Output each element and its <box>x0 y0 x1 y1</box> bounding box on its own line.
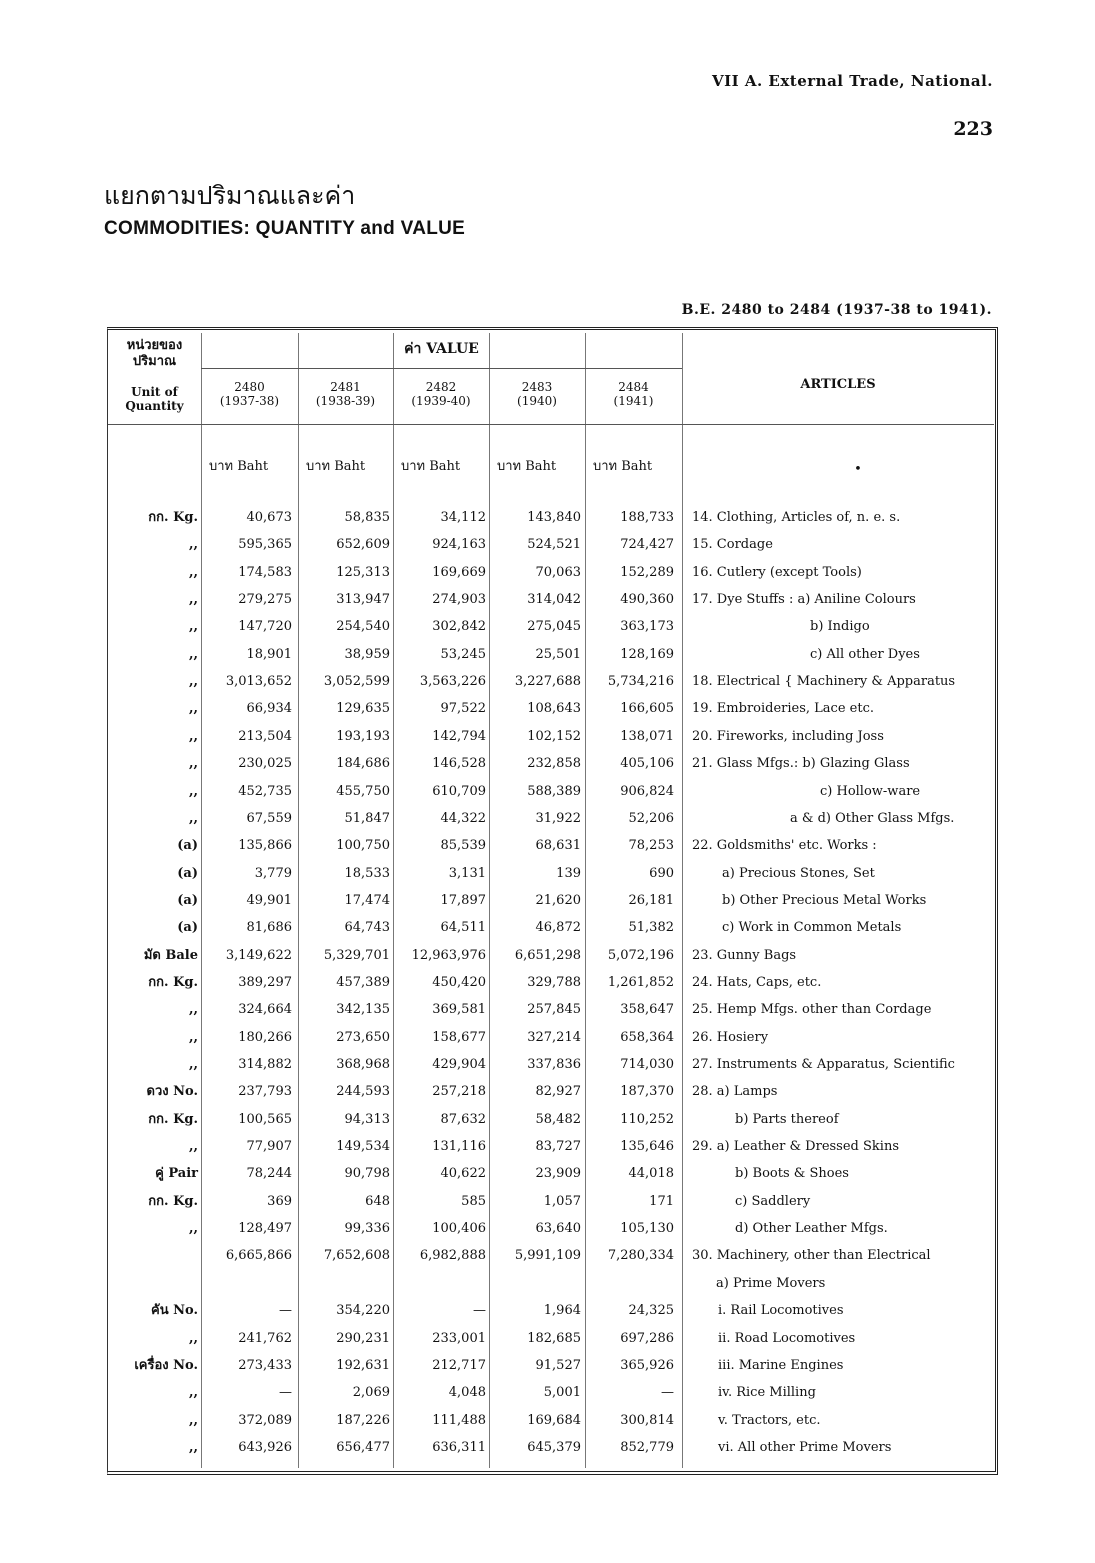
unit-cell: ,, <box>188 647 198 662</box>
value-cell: 17,897 <box>440 893 486 908</box>
column-divider <box>585 333 586 1468</box>
value-cell: 585 <box>461 1194 486 1209</box>
value-cell: 87,632 <box>440 1112 486 1127</box>
article-cell: a) Precious Stones, Set <box>722 866 875 881</box>
value-cell: 3,131 <box>448 866 486 881</box>
unit-cell: ,, <box>188 619 198 634</box>
value-cell: 34,112 <box>440 510 486 525</box>
value-cell: 83,727 <box>535 1139 581 1154</box>
value-cell: 302,842 <box>432 619 486 634</box>
value-cell: 46,872 <box>535 920 581 935</box>
value-cell: 275,045 <box>527 619 581 634</box>
value-cell: 169,669 <box>432 565 486 580</box>
value-cell: 100,565 <box>238 1112 292 1127</box>
value-cell: 44,322 <box>440 811 486 826</box>
value-cell: 405,106 <box>620 756 674 771</box>
value-cell: 51,382 <box>628 920 674 935</box>
value-cell: 66,934 <box>246 701 292 716</box>
year-label: 2483 <box>521 380 553 394</box>
value-cell: 924,163 <box>432 537 486 552</box>
value-cell: 324,664 <box>238 1002 292 1017</box>
value-cell: 184,686 <box>336 756 390 771</box>
value-cell: 213,504 <box>238 729 292 744</box>
unit-cell: กก. Kg. <box>148 975 198 990</box>
value-cell: 3,779 <box>254 866 292 881</box>
value-cell: 3,149,622 <box>225 948 292 963</box>
value-cell: 652,609 <box>336 537 390 552</box>
value-cell: 135,646 <box>620 1139 674 1154</box>
value-cell: 78,244 <box>246 1166 292 1181</box>
value-cell: 94,313 <box>344 1112 390 1127</box>
article-cell: 15. Cordage <box>692 537 773 552</box>
value-cell: 171 <box>649 1194 674 1209</box>
value-cell: 24,325 <box>628 1303 674 1318</box>
value-cell: 5,329,701 <box>323 948 390 963</box>
value-cell: — <box>279 1385 292 1400</box>
article-cell: 24. Hats, Caps, etc. <box>692 975 822 990</box>
currency-label: บาท Baht <box>401 459 461 474</box>
value-cell: 457,389 <box>336 975 390 990</box>
year-label: 2480 <box>234 380 265 394</box>
column-divider <box>298 333 299 1468</box>
value-cell: 233,001 <box>432 1331 486 1346</box>
value-cell: 314,042 <box>527 592 581 607</box>
value-cell: 6,651,298 <box>514 948 581 963</box>
value-cell: 714,030 <box>620 1057 674 1072</box>
value-cell: 110,252 <box>620 1112 674 1127</box>
value-cell: 3,227,688 <box>514 674 581 689</box>
value-cell: 1,057 <box>543 1194 581 1209</box>
article-cell: 27. Instruments & Apparatus, Scientific <box>692 1057 955 1072</box>
value-cell: 1,261,852 <box>607 975 674 990</box>
value-cell: 108,643 <box>527 701 581 716</box>
year-header <box>201 380 298 409</box>
year-label: 2484 <box>618 380 649 394</box>
value-cell: 363,173 <box>620 619 674 634</box>
value-cell: 279,275 <box>238 592 292 607</box>
value-cell: 182,685 <box>527 1331 581 1346</box>
header-rule <box>201 368 682 369</box>
article-cell: iv. Rice Milling <box>718 1385 816 1400</box>
article-cell: 18. Electrical { Machinery & Apparatus <box>692 674 956 689</box>
value-cell: 82,927 <box>535 1084 581 1099</box>
year-label: 2482 <box>425 380 457 394</box>
unit-cell: ,, <box>188 565 198 580</box>
year-header <box>393 380 489 409</box>
value-cell: 131,116 <box>432 1139 486 1154</box>
value-cell: 5,072,196 <box>607 948 674 963</box>
value-cell: 329,788 <box>527 975 581 990</box>
value-cell: 187,370 <box>620 1084 674 1099</box>
value-cell: 44,018 <box>628 1166 674 1181</box>
unit-cell: เครื่อง No. <box>134 1358 198 1373</box>
unit-cell: ,, <box>188 811 198 826</box>
value-cell: 100,406 <box>432 1221 486 1236</box>
unit-cell: ,, <box>188 1221 198 1236</box>
unit-cell: กก. Kg. <box>148 1194 198 1209</box>
value-cell: 3,013,652 <box>225 674 292 689</box>
article-cell: 30. Machinery, other than Electrical <box>692 1248 931 1263</box>
value-cell: 53,245 <box>440 647 486 662</box>
value-cell: 97,522 <box>440 701 486 716</box>
value-cell: 188,733 <box>620 510 674 525</box>
value-cell: 139 <box>556 866 581 881</box>
value-cell: 149,534 <box>336 1139 390 1154</box>
period-label: B.E. 2480 to 2484 (1937-38 to 1941). <box>681 302 992 318</box>
value-cell: 49,901 <box>246 893 292 908</box>
value-cell: 25,501 <box>535 647 581 662</box>
currency-label: บาท Baht <box>306 459 366 474</box>
value-cell: 290,231 <box>336 1331 390 1346</box>
article-cell: d) Other Leather Mfgs. <box>735 1221 888 1236</box>
unit-cell: ,, <box>188 1057 198 1072</box>
currency-label: บาท Baht <box>209 459 269 474</box>
column-divider <box>393 333 394 1468</box>
value-cell: 169,684 <box>527 1413 581 1428</box>
value-cell: 3,052,599 <box>323 674 390 689</box>
articles-header: ARTICLES <box>800 377 876 392</box>
unit-cell: ,, <box>188 756 198 771</box>
value-cell: 358,647 <box>620 1002 674 1017</box>
value-cell: 40,673 <box>246 510 292 525</box>
article-cell: c) Saddlery <box>735 1194 811 1209</box>
value-cell: 237,793 <box>238 1084 292 1099</box>
value-cell: 31,922 <box>535 811 581 826</box>
value-cell: 643,926 <box>238 1440 292 1455</box>
value-cell: 100,750 <box>336 838 390 853</box>
value-cell: — <box>279 1303 292 1318</box>
article-cell: 20. Fireworks, including Joss <box>692 729 884 744</box>
unit-cell: กก. Kg. <box>148 1112 198 1127</box>
value-cell: 372,089 <box>238 1413 292 1428</box>
article-cell: 21. Glass Mfgs.: b) Glazing Glass <box>692 756 910 771</box>
value-cell: 142,794 <box>432 729 486 744</box>
value-cell: 128,169 <box>620 647 674 662</box>
value-cell: 365,926 <box>620 1358 674 1373</box>
unit-cell: ,, <box>188 1002 198 1017</box>
value-cell: 7,280,334 <box>607 1248 674 1263</box>
unit-cell: ,, <box>188 674 198 689</box>
value-cell: 257,845 <box>527 1002 581 1017</box>
value-cell: 174,583 <box>238 565 292 580</box>
article-cell: 14. Clothing, Articles of, n. e. s. <box>692 510 901 525</box>
value-cell: 273,650 <box>336 1030 390 1045</box>
article-cell: v. Tractors, etc. <box>718 1413 821 1428</box>
value-cell: 129,635 <box>336 701 390 716</box>
header-rule <box>108 424 994 425</box>
value-cell: 452,735 <box>238 784 292 799</box>
year-header <box>585 380 682 409</box>
unit-cell: ,, <box>188 784 198 799</box>
year-range: (1940) <box>517 394 557 409</box>
article-cell: i. Rail Locomotives <box>718 1303 844 1318</box>
value-cell: 656,477 <box>336 1440 390 1455</box>
article-cell: c) Work in Common Metals <box>722 920 902 935</box>
unit-cell: (a) <box>177 838 198 853</box>
value-cell: 58,482 <box>535 1112 581 1127</box>
value-cell: — <box>661 1385 674 1400</box>
unit-cell: ,, <box>188 1331 198 1346</box>
value-cell: 4,048 <box>448 1385 486 1400</box>
value-cell: 26,181 <box>628 893 674 908</box>
unit-cell: คัน No. <box>151 1303 198 1318</box>
value-cell: 105,130 <box>620 1221 674 1236</box>
value-cell: 166,605 <box>620 701 674 716</box>
value-cell: 78,253 <box>628 838 674 853</box>
unit-cell: (a) <box>177 893 198 908</box>
value-cell: 697,286 <box>620 1331 674 1346</box>
unit-cell: ,, <box>188 729 198 744</box>
column-divider <box>682 333 683 1468</box>
value-cell: 17,474 <box>344 893 390 908</box>
value-cell: 58,835 <box>344 510 390 525</box>
thai-title: แยกตามปริมาณและค่า <box>104 181 356 210</box>
value-cell: 12,963,976 <box>411 948 486 963</box>
article-cell: b) Parts thereof <box>735 1112 839 1127</box>
value-cell: 648 <box>365 1194 390 1209</box>
value-cell: 158,677 <box>432 1030 486 1045</box>
unit-cell: ,, <box>188 1030 198 1045</box>
value-cell: 369 <box>267 1194 292 1209</box>
value-cell: 658,364 <box>620 1030 674 1045</box>
value-cell: 152,289 <box>620 565 674 580</box>
value-cell: 342,135 <box>336 1002 390 1017</box>
value-cell: 3,563,226 <box>419 674 486 689</box>
value-cell: 99,336 <box>344 1221 390 1236</box>
value-cell: 354,220 <box>336 1303 390 1318</box>
articles-dot: • <box>854 462 862 477</box>
value-cell: 5,734,216 <box>607 674 674 689</box>
article-cell: c) All other Dyes <box>810 647 920 662</box>
value-cell: 337,836 <box>527 1057 581 1072</box>
value-cell: 64,743 <box>344 920 390 935</box>
article-cell: b) Indigo <box>810 619 870 634</box>
value-cell: 187,226 <box>336 1413 390 1428</box>
year-range: (1939-40) <box>411 394 471 409</box>
unit-cell: (a) <box>177 920 198 935</box>
value-cell: 314,882 <box>238 1057 292 1072</box>
unit-cell: ,, <box>188 1139 198 1154</box>
article-cell: a & d) Other Glass Mfgs. <box>790 811 955 826</box>
value-cell: 636,311 <box>432 1440 486 1455</box>
year-header <box>489 380 585 409</box>
unit-cell: ,, <box>188 537 198 552</box>
value-cell: 18,533 <box>344 866 390 881</box>
value-cell: 6,665,866 <box>225 1248 292 1263</box>
value-cell: 273,433 <box>238 1358 292 1373</box>
value-cell: 125,313 <box>336 565 390 580</box>
year-range: (1938-39) <box>315 394 376 409</box>
value-cell: — <box>473 1303 486 1318</box>
value-cell: 852,779 <box>620 1440 674 1455</box>
value-cell: 450,420 <box>432 975 486 990</box>
unit-cell: มัด Bale <box>143 948 198 963</box>
value-cell: 274,903 <box>432 592 486 607</box>
value-cell: 1,964 <box>543 1303 581 1318</box>
currency-label: บาท Baht <box>497 459 557 474</box>
year-range: (1941) <box>613 394 654 409</box>
unit-cell: กก. Kg. <box>148 510 198 525</box>
value-cell: 91,527 <box>535 1358 581 1373</box>
value-cell: 524,521 <box>527 537 581 552</box>
article-cell: 29. a) Leather & Dressed Skins <box>692 1139 899 1154</box>
value-cell: 147,720 <box>238 619 292 634</box>
value-cell: 429,904 <box>432 1057 486 1072</box>
article-cell: iii. Marine Engines <box>718 1358 844 1373</box>
value-cell: 389,297 <box>238 975 292 990</box>
value-cell: 21,620 <box>535 893 581 908</box>
value-cell: 906,824 <box>620 784 674 799</box>
column-divider <box>489 333 490 1468</box>
value-cell: 67,559 <box>246 811 292 826</box>
article-cell: b) Other Precious Metal Works <box>722 893 927 908</box>
article-cell: c) Hollow-ware <box>820 784 921 799</box>
value-cell: 313,947 <box>336 592 390 607</box>
value-cell: 368,968 <box>336 1057 390 1072</box>
value-cell: 588,389 <box>527 784 581 799</box>
article-cell: ii. Road Locomotives <box>718 1331 856 1346</box>
value-cell: 77,907 <box>246 1139 292 1154</box>
article-cell: 19. Embroideries, Lace etc. <box>692 701 874 716</box>
value-cell: 90,798 <box>344 1166 390 1181</box>
unit-cell: คู่ Pair <box>155 1166 198 1181</box>
unit-header-english: Unit of Quantity <box>125 385 184 414</box>
article-cell: 25. Hemp Mfgs. other than Cordage <box>692 1002 932 1017</box>
article-cell: 16. Cutlery (except Tools) <box>692 565 862 580</box>
value-header: ค่า VALUE <box>404 341 479 357</box>
value-cell: 23,909 <box>535 1166 581 1181</box>
value-cell: 254,540 <box>336 619 390 634</box>
year-header <box>298 380 393 409</box>
value-cell: 40,622 <box>440 1166 486 1181</box>
year-range: (1937-38) <box>219 394 280 409</box>
value-cell: 180,266 <box>238 1030 292 1045</box>
value-cell: 610,709 <box>432 784 486 799</box>
value-cell: 85,539 <box>440 838 486 853</box>
unit-cell: ,, <box>188 1440 198 1455</box>
value-cell: 135,866 <box>238 838 292 853</box>
article-cell: 26. Hosiery <box>692 1030 769 1045</box>
value-cell: 369,581 <box>432 1002 486 1017</box>
value-cell: 5,001 <box>543 1385 581 1400</box>
value-cell: 143,840 <box>527 510 581 525</box>
value-cell: 38,959 <box>344 647 390 662</box>
unit-cell: ,, <box>188 701 198 716</box>
value-cell: 645,379 <box>527 1440 581 1455</box>
value-cell: 212,717 <box>432 1358 486 1373</box>
article-cell: 17. Dye Stuffs : a) Aniline Colours <box>692 592 916 607</box>
value-cell: 230,025 <box>238 756 292 771</box>
currency-label: บาท Baht <box>593 459 653 474</box>
value-cell: 63,640 <box>535 1221 581 1236</box>
unit-cell: ,, <box>188 1413 198 1428</box>
article-cell: 23. Gunny Bags <box>692 948 797 963</box>
article-cell: vi. All other Prime Movers <box>718 1440 892 1455</box>
article-cell: 28. a) Lamps <box>692 1084 778 1099</box>
value-cell: 138,071 <box>620 729 674 744</box>
value-cell: 68,631 <box>535 838 581 853</box>
value-cell: 257,218 <box>432 1084 486 1099</box>
value-cell: 232,858 <box>527 756 581 771</box>
value-cell: 128,497 <box>238 1221 292 1236</box>
english-title: COMMODITIES: QUANTITY and VALUE <box>104 218 466 239</box>
value-cell: 102,152 <box>527 729 581 744</box>
value-cell: 193,193 <box>336 729 390 744</box>
value-cell: 52,206 <box>628 811 674 826</box>
unit-cell: ,, <box>188 1385 198 1400</box>
article-cell: a) Prime Movers <box>716 1276 826 1291</box>
value-cell: 5,991,109 <box>514 1248 581 1263</box>
unit-header-thai: หน่วยของ ปริมาณ <box>126 338 183 369</box>
value-cell: 241,762 <box>238 1331 292 1346</box>
value-cell: 192,631 <box>336 1358 390 1373</box>
year-label: 2481 <box>330 380 361 394</box>
value-cell: 51,847 <box>344 811 390 826</box>
value-cell: 146,528 <box>432 756 486 771</box>
value-cell: 6,982,888 <box>419 1248 486 1263</box>
article-cell: 22. Goldsmiths' etc. Works : <box>692 838 877 853</box>
page-number: 223 <box>953 118 993 140</box>
value-cell: 70,063 <box>535 565 581 580</box>
value-cell: 690 <box>649 866 674 881</box>
value-cell: 455,750 <box>336 784 390 799</box>
unit-cell: (a) <box>177 866 198 881</box>
value-cell: 7,652,608 <box>323 1248 390 1263</box>
running-head: VII A. External Trade, National. <box>711 72 993 90</box>
value-cell: 81,686 <box>246 920 292 935</box>
value-cell: 724,427 <box>620 537 674 552</box>
unit-cell: ดวง No. <box>146 1084 198 1099</box>
column-divider <box>201 333 202 1468</box>
value-cell: 64,511 <box>440 920 486 935</box>
value-cell: 300,814 <box>620 1413 674 1428</box>
value-cell: 490,360 <box>620 592 674 607</box>
value-cell: 244,593 <box>336 1084 390 1099</box>
value-cell: 327,214 <box>527 1030 581 1045</box>
value-cell: 18,901 <box>246 647 292 662</box>
unit-cell: ,, <box>188 592 198 607</box>
value-cell: 595,365 <box>238 537 292 552</box>
value-cell: 111,488 <box>432 1413 486 1428</box>
value-cell: 2,069 <box>352 1385 390 1400</box>
article-cell: b) Boots & Shoes <box>735 1166 849 1181</box>
